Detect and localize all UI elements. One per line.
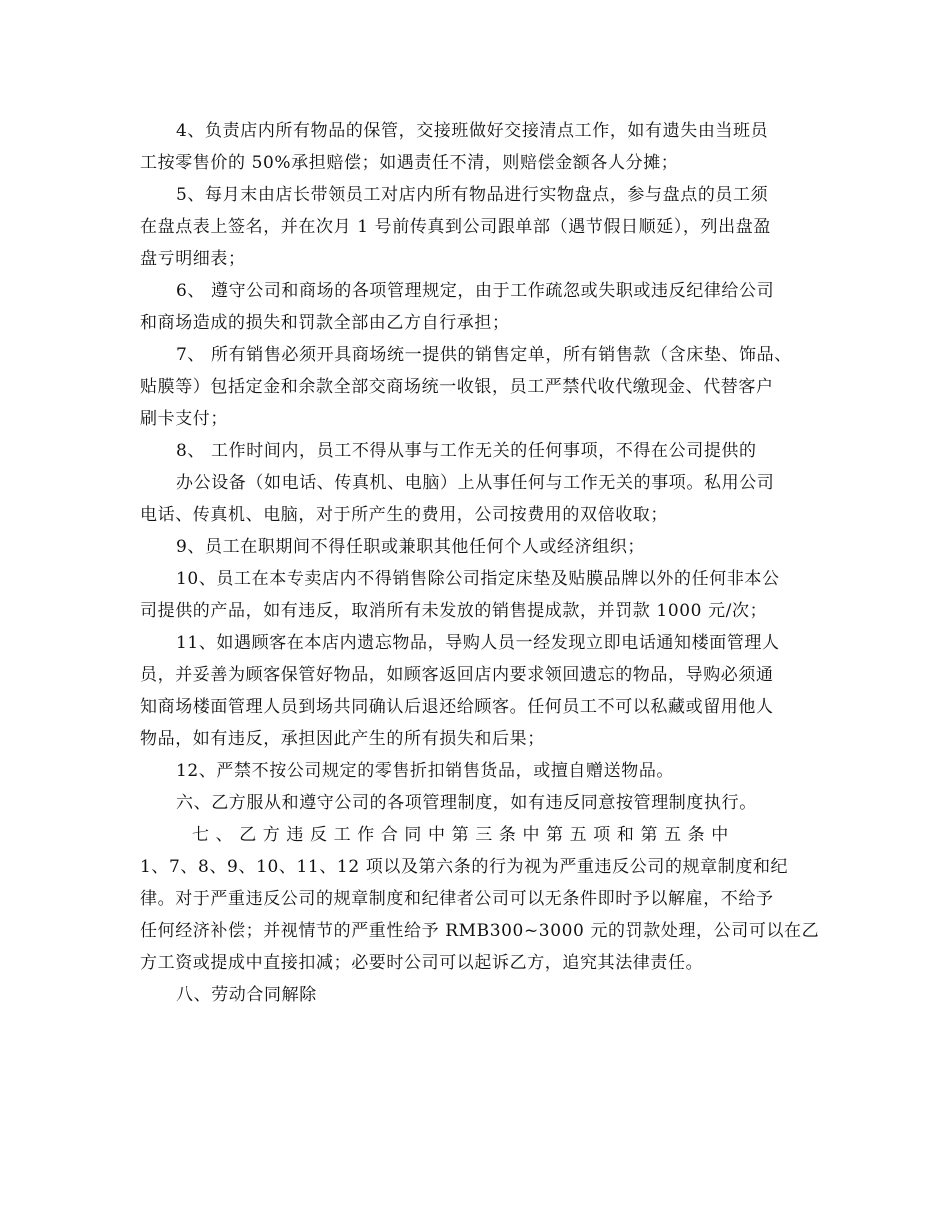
section-7-line-4: 任何经济补偿；并视情节的严重性给予 RMB300~3000 元的罚款处理，公司可以在乙 — [140, 921, 820, 941]
clause-4-line-1: 4、负责店内所有物品的保管，交接班做好交接清点工作，如有遗失由当班员 — [176, 121, 769, 141]
section-7-line-1: 七 、 乙 方 违 反 工 作 合 同 中 第 三 条 中 第 五 项 和 第 五 条 中 — [192, 825, 729, 845]
clause-11-line-2: 员，并妥善为顾客保管好物品，如顾客返回店内要求领回遗忘的物品，导购必须通 — [140, 665, 774, 685]
clause-7-line-1: 7、 所有销售必须开具商场统一提供的销售定单，所有销售款（含床垫、饰品、 — [176, 345, 792, 365]
clause-8-line-3: 电话、传真机、电脑，对于所产生的费用，公司按费用的双倍收取； — [140, 505, 668, 525]
clause-5-line-3: 盘亏明细表； — [140, 249, 246, 269]
document-body — [140, 115, 830, 1011]
clause-11-line-1: 11、如遇顾客在本店内遗忘物品，导购人员一经发现立即电话通知楼面管理人 — [176, 633, 780, 653]
clause-10-line-1: 10、员工在本专卖店内不得销售除公司指定床垫及贴膜品牌以外的任何非本公 — [176, 569, 780, 589]
clause-12-line-1: 12、严禁不按公司规定的零售折扣销售货品，或擅自赠送物品。 — [176, 761, 675, 781]
clause-5-line-1: 5、每月末由店长带领员工对店内所有物品进行实物盘点，参与盘点的员工须 — [176, 185, 769, 205]
clause-7-line-2: 贴膜等）包括定金和余款全部交商场统一收银，员工严禁代收代缴现金、代替客户 — [140, 377, 774, 397]
clause-6-line-1: 6、 遵守公司和商场的各项管理规定，由于工作疏忽或失职或违反纪律给公司 — [176, 281, 775, 301]
clause-10-line-2: 司提供的产品，如有违反，取消所有未发放的销售提成款，并罚款 1000 元/次； — [140, 601, 768, 621]
section-7-line-5: 方工资或提成中直接扣减；必要时公司可以起诉乙方，追究其法律责任。 — [140, 953, 704, 973]
clause-9-line-1: 9、员工在职期间不得任职或兼职其他任何个人或经济组织； — [176, 537, 646, 557]
clause-6-line-2: 和商场造成的损失和罚款全部由乙方自行承担； — [140, 313, 510, 333]
clause-8-line-1: 8、 工作时间内，员工不得从事与工作无关的任何事项，不得在公司提供的 — [176, 441, 757, 461]
clause-11-line-4: 物品，如有违反，承担因此产生的所有损失和后果； — [140, 729, 545, 749]
section-7-line-2: 1、7、8、9、10、11、12 项以及第六条的行为视为严重违反公司的规章制度和纪 — [140, 857, 789, 877]
section-8-heading: 八、劳动合同解除 — [176, 985, 317, 1005]
clause-8-line-2: 办公设备（如电话、传真机、电脑）上从事任何与工作无关的事项。私用公司 — [176, 473, 775, 493]
clause-11-line-3: 知商场楼面管理人员到场共同确认后退还给顾客。任何员工不可以私藏或留用他人 — [140, 697, 774, 717]
clause-4-line-2: 工按零售价的 50%承担赔偿；如遇责任不清，则赔偿金额各人分摊； — [140, 153, 679, 173]
clause-7-line-3: 刷卡支付； — [140, 409, 228, 429]
section-7-line-3: 律。对于严重违反公司的规章制度和纪律者公司可以无条件即时予以解雇，不给予 — [140, 889, 774, 909]
clause-5-line-2: 在盘点表上签名，并在次月 1 号前传真到公司跟单部（遇节假日顺延），列出盘盈 — [140, 217, 771, 237]
section-6-line-1: 六、乙方服从和遵守公司的各项管理制度，如有违反同意按管理制度执行。 — [176, 793, 757, 813]
